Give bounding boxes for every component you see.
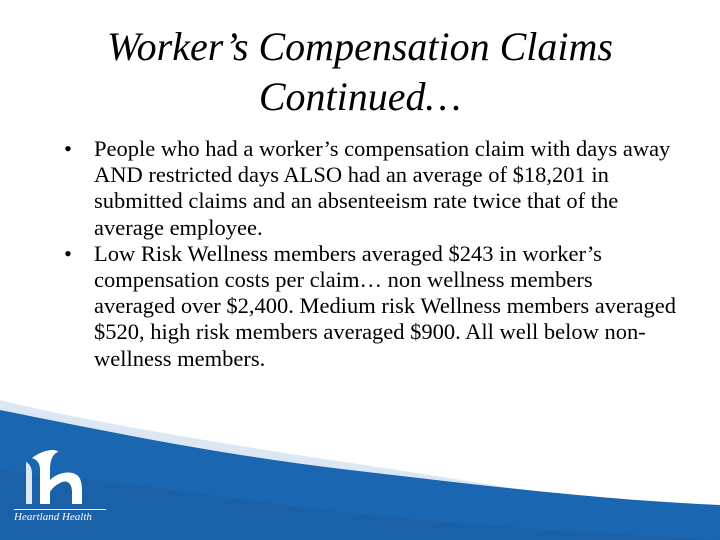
bullet-glyph: • bbox=[64, 240, 72, 266]
logo-wordmark: Heartland Health bbox=[14, 509, 106, 523]
bullet-text: People who had a worker’s compensation claim with days away AND restricted days ALSO had an average of $18,201 in submitted claims and an absenteeism rate twice that of the average employee. bbox=[94, 136, 671, 240]
bullet-text: Low Risk Wellness members averaged $243 in worker’s compensation costs per claim… non wellness members averaged over $2,400. Medium risk Wellness members averaged $520, high risk members averaged $900. All well below non-wellness members. bbox=[94, 240, 676, 371]
title-line-2: Continued… bbox=[258, 74, 462, 119]
bullet-list bbox=[58, 136, 678, 372]
bullet-item bbox=[58, 241, 678, 372]
bullet-glyph: • bbox=[64, 136, 72, 161]
slide-title bbox=[0, 22, 720, 122]
bullet-item bbox=[58, 136, 678, 241]
title-line-1: Worker’s Compensation Claims bbox=[107, 24, 613, 69]
